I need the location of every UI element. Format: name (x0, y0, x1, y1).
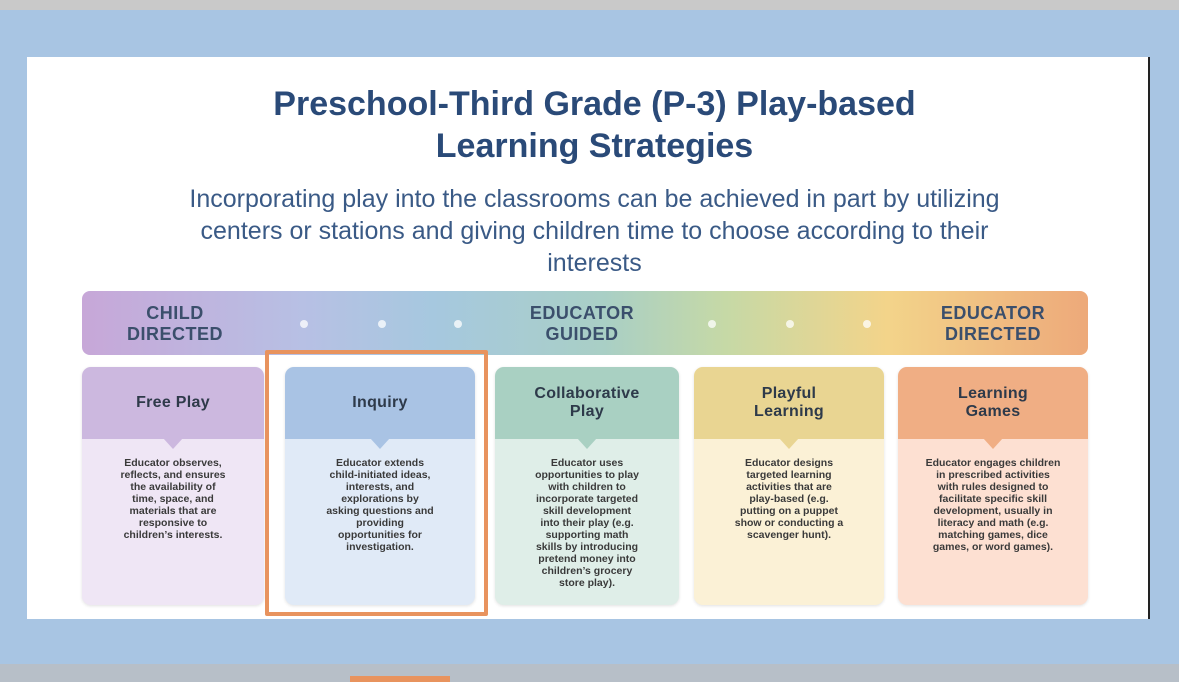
card-description-line: Educator extends (335, 457, 425, 469)
slide-title-line-2: Learning Strategies (435, 127, 754, 165)
card-title-line-1: Free Play (136, 394, 210, 411)
band-right-line-2: DIRECTED (944, 324, 1041, 344)
band-dot (454, 320, 462, 328)
band-dot (786, 320, 794, 328)
card-pointer (163, 438, 183, 449)
card-description-line: putting on a puppet (740, 505, 838, 517)
card-description-line: show or conducting a (734, 517, 844, 529)
card-description-line: supporting math (545, 529, 629, 541)
band-left-line-2: DIRECTED (126, 324, 223, 344)
continuum-band (82, 291, 1088, 355)
card-description-line: into their play (e.g. (540, 517, 634, 529)
card-header (694, 367, 884, 439)
slide-title (27, 83, 1150, 167)
card-description-line: targeted learning (746, 469, 832, 481)
card-title-line-2: Learning (754, 403, 824, 420)
slide (27, 57, 1150, 619)
frame-bottom-bar (0, 664, 1179, 682)
card-header (495, 367, 679, 439)
slide-title-line-1: Preschool-Third Grade (P-3) Play-based (273, 85, 916, 123)
slide-right-edge (1148, 57, 1150, 619)
card-title (534, 385, 639, 421)
inquiry-highlight-box (265, 350, 488, 616)
card-description-line: games, or word games). (932, 541, 1054, 553)
card-pointer (577, 438, 597, 449)
band-label-child-directed (100, 303, 250, 345)
card-description-line: incorporate targeted (535, 493, 639, 505)
card-description-line: children’s interests. (123, 529, 223, 541)
card-header (898, 367, 1088, 439)
band-dot (708, 320, 716, 328)
card-title-line-1: Playful (761, 385, 817, 402)
card-description-line: opportunities to play (535, 469, 639, 481)
card-title (958, 385, 1028, 421)
slide-subtitle-line-2: centers or stations and giving children time to choose according to their (200, 217, 989, 245)
card-description-line: responsive to (138, 517, 208, 529)
band-dot (300, 320, 308, 328)
card-description-line: matching games, dice (938, 529, 1048, 541)
band-dot (378, 320, 386, 328)
card-description-line: literacy and math (e.g. (937, 517, 1049, 529)
card-description-line: development, usually in (933, 505, 1053, 517)
card-description-line: pretend money into (538, 553, 636, 565)
card-title-line-1: Learning (958, 385, 1028, 402)
card-collaborative-play (495, 367, 679, 605)
card-description-line: activities that are (746, 481, 832, 493)
card-description (708, 457, 870, 541)
slide-subtitle (117, 183, 1072, 279)
band-left-line-1: CHILD (146, 303, 204, 323)
card-pointer (779, 438, 799, 449)
card-description-line: scavenger hunt). (746, 529, 832, 541)
band-middle-line-2: GUIDED (545, 324, 619, 344)
card-description-line: with children to (548, 481, 626, 493)
card-description-line: child-initiated ideas, (329, 469, 431, 481)
card-title-line-1: Collaborative (534, 385, 640, 402)
card-description-line: materials that are (129, 505, 217, 517)
band-middle-line-1: EDUCATOR (529, 303, 635, 323)
card-description-line: children’s grocery (541, 565, 633, 577)
card-description-line: facilitate specific skill (939, 493, 1047, 505)
card-description-line: Educator designs (744, 457, 834, 469)
card-description-line: play-based (e.g. (749, 493, 829, 505)
card-title-line-2: Play (569, 403, 605, 420)
card-description-line: asking questions and (326, 505, 434, 517)
card-description-line: explorations by (341, 493, 419, 505)
band-label-educator-guided (507, 303, 657, 345)
card-description (509, 457, 665, 589)
card-description (96, 457, 250, 541)
card-description-line: interests, and (345, 481, 415, 493)
card-description-line: time, space, and (132, 493, 214, 505)
band-right-line-1: EDUCATOR (940, 303, 1046, 323)
card-description-line: with rules designed to (937, 481, 1049, 493)
card-description-line: Educator uses (550, 457, 624, 469)
card-title-line-2: Games (965, 403, 1021, 420)
slide-subtitle-line-3: interests (547, 249, 642, 277)
card-playful-learning (694, 367, 884, 605)
card-description-line: skill development (542, 505, 632, 517)
band-label-educator-directed (918, 303, 1068, 345)
card-description-line: Educator observes, (124, 457, 222, 469)
card-description-line: skills by introducing (535, 541, 639, 553)
card-title (754, 385, 824, 421)
card-description-line: opportunities for (338, 529, 422, 541)
card-learning-games (898, 367, 1088, 605)
card-description-line: the availability of (130, 481, 216, 493)
card-description-line: in prescribed activities (936, 469, 1050, 481)
card-header (82, 367, 264, 439)
band-dot (863, 320, 871, 328)
card-title-line-1: Inquiry (352, 394, 408, 411)
card-description-line: Educator engages children (925, 457, 1061, 469)
card-description-line: store play). (558, 577, 616, 589)
bottom-orange-marker (350, 676, 450, 682)
card-title (136, 394, 210, 412)
card-free-play (82, 367, 264, 605)
slide-subtitle-line-1: Incorporating play into the classrooms can be achieved in part by utilizing (189, 185, 1000, 213)
card-description-line: investigation. (346, 541, 414, 553)
card-pointer (983, 438, 1003, 449)
card-description-line: providing (356, 517, 404, 529)
card-description-line: reflects, and ensures (120, 469, 226, 481)
card-description (912, 457, 1074, 553)
